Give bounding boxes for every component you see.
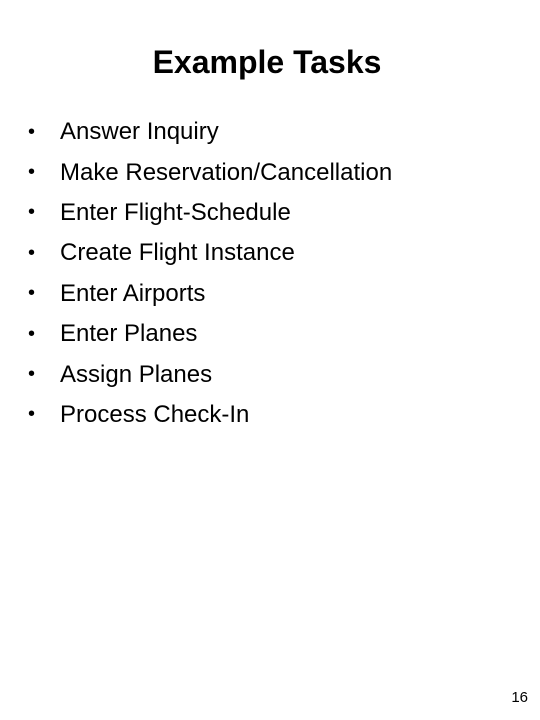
bullet-text: Assign Planes (60, 360, 213, 388)
bullet-text: Create Flight Instance (60, 239, 295, 267)
bullet-item (28, 314, 392, 354)
bullet-icon: • (28, 282, 36, 305)
bullet-icon: • (28, 120, 36, 143)
bullet-item (28, 193, 392, 233)
page-number: 16 (511, 689, 528, 706)
bullet-item (28, 274, 392, 314)
bullet-item (28, 152, 392, 192)
bullet-icon: • (28, 161, 36, 184)
bullet-icon: • (28, 241, 36, 264)
bullet-text: Enter Airports (60, 279, 206, 307)
bullet-text: Process Check-In (60, 400, 250, 428)
bullet-icon: • (28, 322, 36, 345)
bullet-icon: • (28, 201, 36, 224)
bullet-item (28, 233, 392, 273)
bullet-item (28, 112, 392, 152)
slide-title: Example Tasks (152, 44, 382, 80)
bullet-item (28, 395, 392, 435)
bullet-text: Enter Flight-Schedule (60, 198, 291, 226)
bullet-text: Answer Inquiry (60, 118, 219, 146)
bullet-list (28, 112, 392, 435)
bullet-text: Enter Planes (60, 320, 198, 348)
bullet-item (28, 354, 392, 394)
bullet-icon: • (28, 363, 36, 386)
bullet-text: Make Reservation/Cancellation (60, 158, 393, 186)
bullet-icon: • (28, 403, 36, 426)
